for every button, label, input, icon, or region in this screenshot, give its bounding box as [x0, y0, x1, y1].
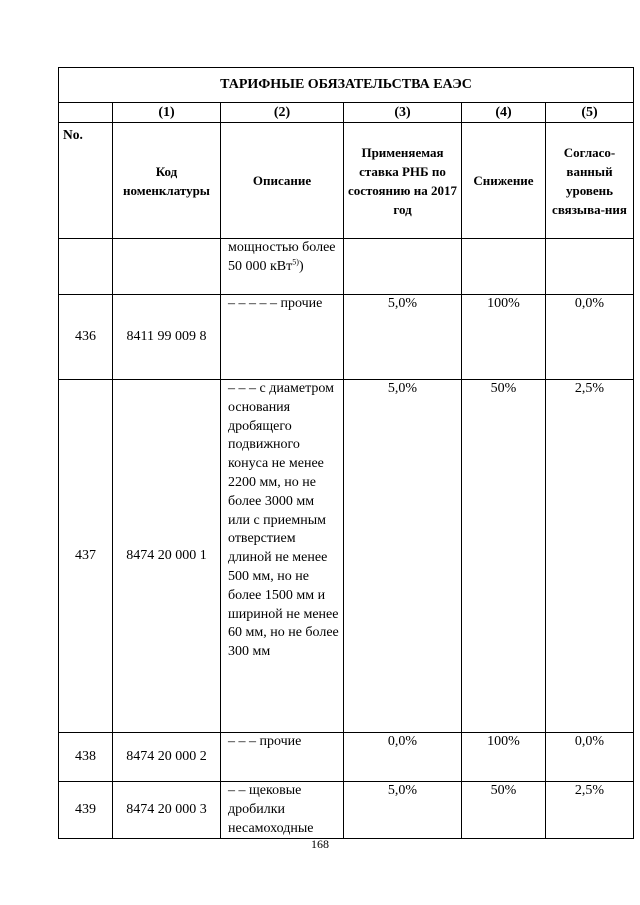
row-reduction: 50% [462, 782, 546, 839]
row-rate: 5,0% [344, 295, 462, 380]
table-row [59, 782, 634, 839]
col-number-4: (4) [462, 103, 546, 123]
table-row [59, 295, 634, 380]
row-rate: 5,0% [344, 380, 462, 733]
row-no: 438 [59, 733, 113, 782]
row-code: 8411 99 009 8 [113, 295, 221, 380]
row-description: – – – с диаметром основания дробящего подвижного конуса не менее 2200 мм, но не более 3000 мм или с приемным отверстием длиной не менее 500 мм, но не более 1500 мм и шириной не менее 60 мм, но не более 300 мм [221, 380, 344, 733]
row-code: 8474 20 000 1 [113, 380, 221, 733]
row-bound: 0,0% [546, 295, 634, 380]
page-number: 168 [311, 837, 329, 851]
row-description: – – – прочие [221, 733, 344, 782]
col-number-2: (2) [221, 103, 344, 123]
row-reduction: 100% [462, 733, 546, 782]
row-rate: 5,0% [344, 782, 462, 839]
row-no: 436 [59, 295, 113, 380]
header-code: Код номенклатуры [113, 123, 221, 239]
row-reduction: 50% [462, 380, 546, 733]
row-bound: 2,5% [546, 380, 634, 733]
col-number-blank [59, 103, 113, 123]
continuation-description: мощностью более 50 000 кВт$^{5)}$) [221, 239, 344, 295]
row-description: – – – – – прочие [221, 295, 344, 380]
table-row [59, 733, 634, 782]
col-number-3: (3) [344, 103, 462, 123]
col-number-5: (5) [546, 103, 634, 123]
header-bound: Согласо-ванный уровень связыва-ния [546, 123, 634, 239]
row-no: 439 [59, 782, 113, 839]
col-number-1: (1) [113, 103, 221, 123]
tariff-table [58, 67, 634, 839]
header-description: Описание [221, 123, 344, 239]
row-bound: 0,0% [546, 733, 634, 782]
row-code: 8474 20 000 2 [113, 733, 221, 782]
table-row [59, 380, 634, 733]
header-no: No. [59, 123, 113, 239]
row-reduction: 100% [462, 295, 546, 380]
row-no: 437 [59, 380, 113, 733]
footnote-marker: 5) [292, 257, 299, 267]
row-code: 8474 20 000 3 [113, 782, 221, 839]
row-bound: 2,5% [546, 782, 634, 839]
row-rate: 0,0% [344, 733, 462, 782]
header-rate: Применяемая ставка РНБ по состоянию на 2017 год [344, 123, 462, 239]
row-description: – – щековые дробилки несамоходные [221, 782, 344, 839]
table-row-continuation [59, 239, 634, 295]
table-title: ТАРИФНЫЕ ОБЯЗАТЕЛЬСТВА ЕАЭС [59, 68, 634, 103]
header-reduction: Снижение [462, 123, 546, 239]
